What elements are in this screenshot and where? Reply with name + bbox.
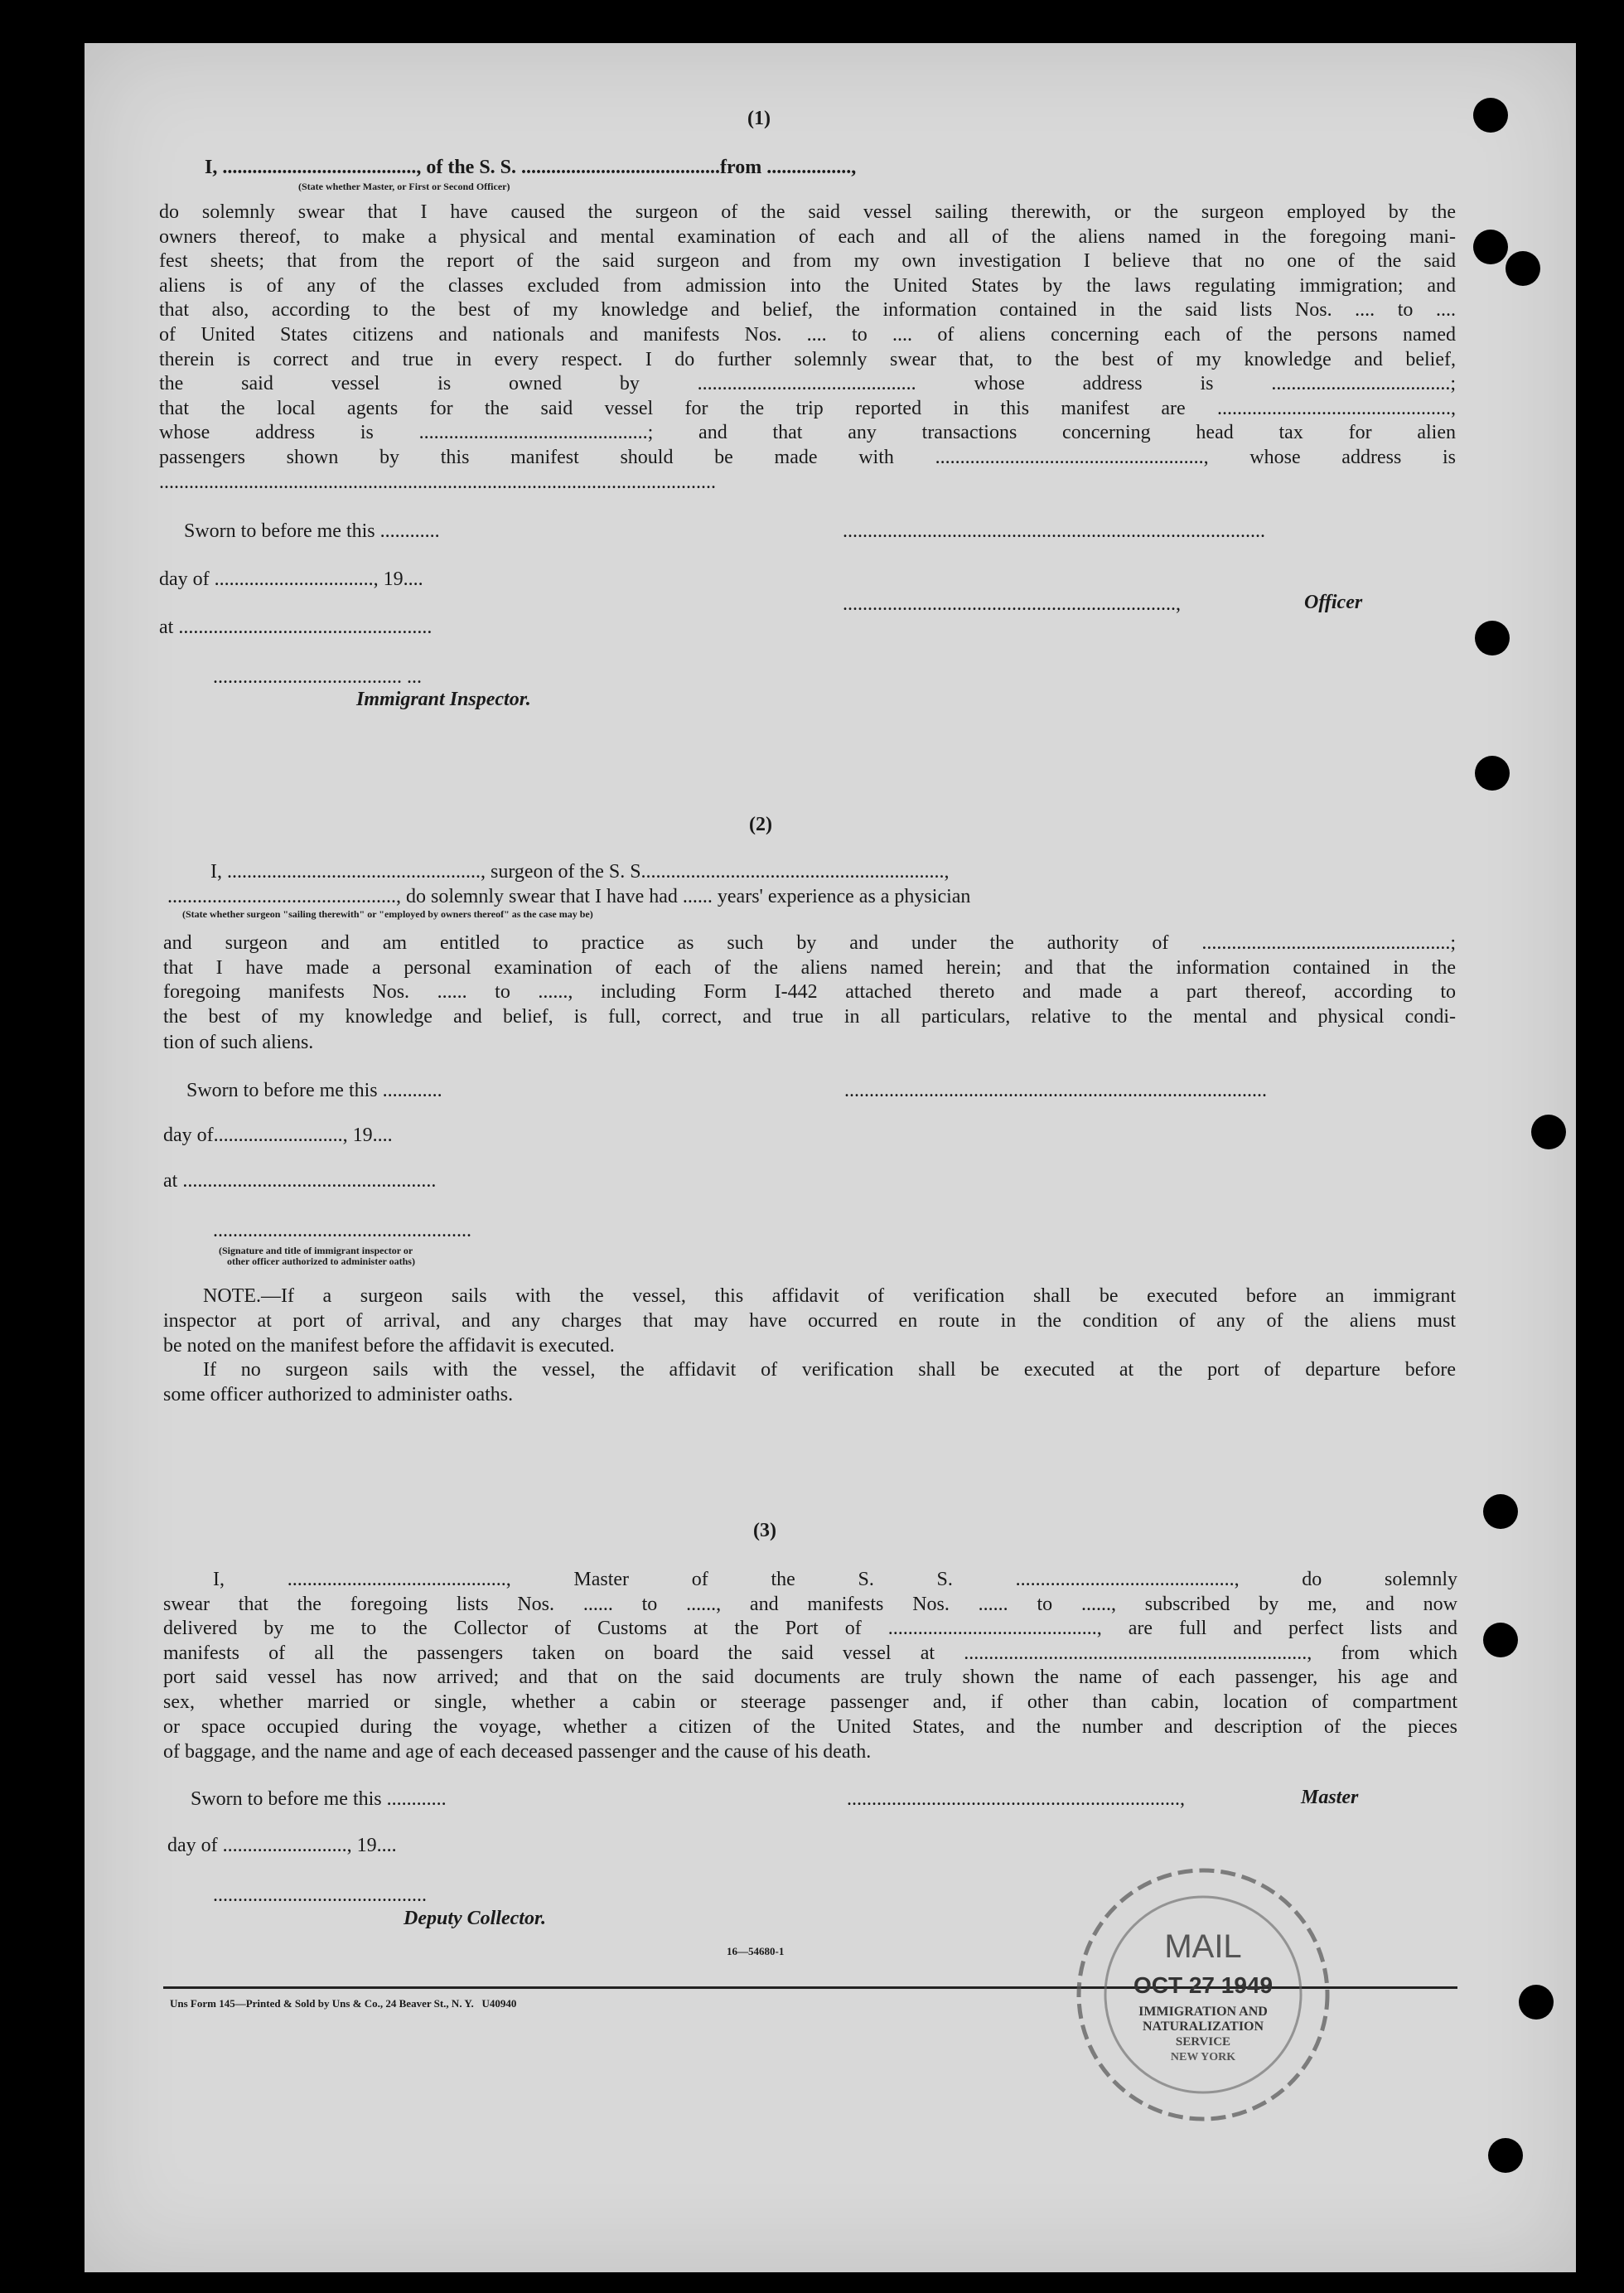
section-1-inspector-label: Immigrant Inspector. (356, 689, 531, 710)
section-2-second-line: .............................................., do solemnly swear that I have had ...... years' experience as a physician (167, 886, 971, 907)
punch-hole (1506, 251, 1540, 286)
svg-text:OCT 27 1949: OCT 27 1949 (1133, 1972, 1274, 1998)
section-2-oath-paragraph: and surgeon and am entitled to practice as such by and under the authority of ..................................................; that I have made a personal examination of each of the aliens named herein; and that the information contained in the foregoing manifests Nos. ...... to ......, including Form I-442 attached thereto and made a part thereof, according to the best of my knowledge and belief, is full, correct, and true in all particulars, relative to the mental and physical condi- (163, 932, 1456, 1028)
section-2-note-2: If no surgeon sails with the vessel, the affidavit of verification shall be executed at the port of departure before (203, 1359, 1456, 1381)
section-2-first-line: I, ..................................................., surgeon of the S. S............................................................., (210, 861, 950, 883)
punch-hole (1483, 1623, 1518, 1657)
section-2-sworn: Sworn to before me this ............ (186, 1080, 442, 1101)
section-2-paragraph-end: tion of such aliens. (163, 1032, 314, 1053)
section-3-master-line: ..................................................................., (847, 1788, 1190, 1810)
section-1-officer-label: Officer (1304, 592, 1363, 613)
section-2-sworn-signature-line: ..................................................................................... (844, 1080, 1267, 1101)
section-1-first-line: I, ......................................., of the S. S. ........................................from ................., (205, 157, 857, 178)
section-1-address-dots: ................................................................................................................ (159, 472, 716, 493)
section-2-signature-note-1: (Signature and title of immigrant inspector or (219, 1245, 413, 1256)
punch-hole (1483, 1494, 1518, 1529)
section-1-oath-paragraph: do solemnly swear that I have caused the surgeon of the said vessel sailing therewith, or the surgeon employed by the owners thereof, to make a physical and mental examination of each and all of the aliens named in the foregoing mani- fest sheets; that from the report of the said surgeon and from my own investigation I believe that no one of the said aliens is of any of the classes excluded from admission into the United States by the laws regulating immigration; and that also, according to the best of my knowledge and belief, the information contained in the said lists Nos. .... to .... of United States citizens and nationals and manifests Nos. .... to .... of aliens concerning each of the persons named therein is correct and true in every respect. I do further solemnly swear that, to the best of my knowledge and belief, the said vessel is owned by ............................................ whose address is ....................................; that the local agents for the said vessel for the trip reported in this manifest are ..............................................., whose address is ..............................................; and that any transactions concerning head tax for alien passengers shown by this manifest should be made with ......................................................, whose address is (159, 201, 1456, 468)
section-3-collector-label: Deputy Collector. (404, 1908, 546, 1929)
section-1-sworn: Sworn to before me this ............ (184, 520, 440, 542)
section-2-note-paragraph-cont: inspector at port of arrival, and any charges that may have occurred en route in the condition of any of the aliens must (163, 1310, 1456, 1332)
section-2-note-2-end: some officer authorized to administer oaths. (163, 1384, 514, 1405)
section-1-number: (1) (747, 108, 771, 129)
punch-hole (1531, 1115, 1566, 1149)
section-1-at: at ................................................... (159, 617, 433, 638)
section-3-collector-line: ........................................... (213, 1884, 427, 1906)
section-2-signature-line: .................................................... (213, 1220, 471, 1241)
punch-hole (1473, 230, 1508, 264)
section-3-master-label: Master (1301, 1787, 1359, 1808)
punch-hole (1488, 2138, 1523, 2173)
mail-received-stamp (1071, 1862, 1336, 2127)
section-1-inspector-line: ...................................... ... (213, 666, 422, 688)
punch-hole (1475, 756, 1510, 791)
section-3-form-number: 16—54680-1 (727, 1945, 785, 1957)
section-1-sworn-signature-line: ..................................................................................... (843, 520, 1265, 542)
section-3-day: day of ........................., 19.... (167, 1835, 397, 1856)
section-2-note-end: be noted on the manifest before the affidavit is executed. (163, 1335, 615, 1357)
section-2-at: at ................................................... (163, 1170, 437, 1192)
section-1-officer-note: (State whether Master, or First or Second Officer) (298, 181, 510, 192)
punch-hole (1519, 1985, 1554, 2020)
svg-text:MAIL: MAIL (1164, 1928, 1242, 1965)
svg-text:IMMIGRATION AND: IMMIGRATION AND (1138, 2005, 1268, 2019)
section-2-surgeon-note: (State whether surgeon "sailing therewith" or "employed by owners thereof" as the case may be) (182, 908, 593, 920)
section-1-day: day of ................................, 19.... (159, 568, 423, 590)
section-3-number: (3) (753, 1520, 776, 1541)
svg-text:NATURALIZATION: NATURALIZATION (1142, 2020, 1264, 2034)
form-page (85, 43, 1576, 2272)
section-2-number: (2) (749, 814, 772, 835)
section-3-paragraph-end: of baggage, and the name and age of each deceased passenger and the cause of his death. (163, 1741, 872, 1763)
footer-printer: Uns Form 145—Printed & Sold by Uns & Co., 24 Beaver St., N. Y. U40940 (170, 1997, 517, 2010)
section-2-signature-note-2: other officer authorized to administer oaths) (227, 1255, 415, 1267)
section-2-day: day of.........................., 19.... (163, 1125, 393, 1146)
section-3-oath-paragraph: I, ............................................, Master of the S. S. ............................................, do solemnly swear that the foregoing lists Nos. ...... to ......, and manifests Nos. ...... to ......, subscribed by me, and now delivered by me to the Collector of Customs at the Port of .........................................., are full and perfect lists and manifests of all the passengers taken on board the said vessel at ....................................................................., from which port said vessel has now arrived; and that on the said documents are truly shown the name of each passenger, his age and sex, whether married or single, whether a cabin or steerage passenger and, if other than cabin, location of compartment or space occupied during the voyage, whether a citizen of the United States, and the number and description of the pieces (163, 1569, 1457, 1738)
punch-hole (1473, 98, 1508, 133)
svg-text:NEW YORK: NEW YORK (1170, 2051, 1236, 2063)
section-3-sworn: Sworn to before me this ............ (191, 1788, 447, 1810)
section-1-officer-line: ..................................................................., (843, 593, 1186, 615)
section-2-note-paragraph: NOTE.—If a surgeon sails with the vessel, this affidavit of verification shall be executed before an immigrant (203, 1285, 1456, 1307)
svg-text:SERVICE: SERVICE (1175, 2035, 1231, 2049)
punch-hole (1475, 621, 1510, 655)
